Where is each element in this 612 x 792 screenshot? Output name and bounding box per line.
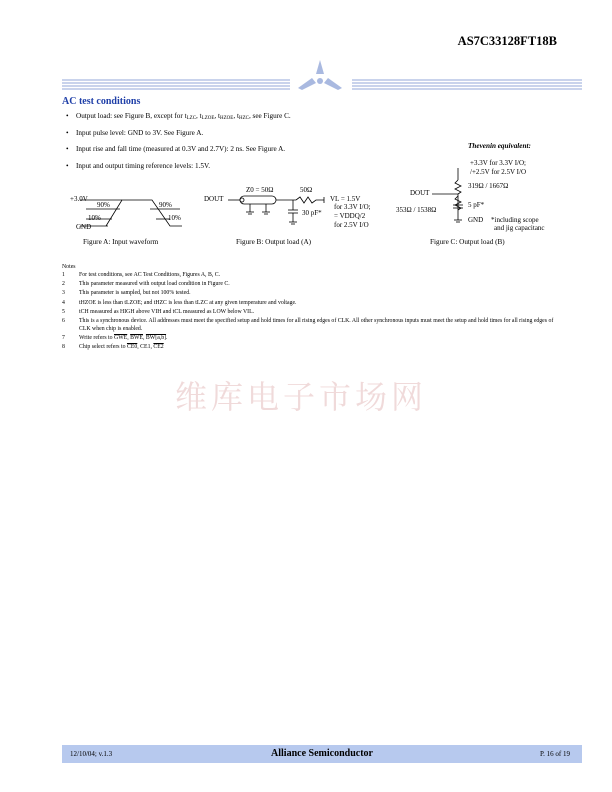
fig-b-r-label: 50Ω — [300, 186, 313, 194]
fig-a-gnd-label: GND — [76, 223, 92, 231]
fig-c-v2: /+2.5V for 2.5V I/O — [470, 168, 526, 176]
note-item: 5 tCH measured as HIGH above VIH and tCL measured as LOW below VIL. — [62, 308, 255, 315]
note-item: 4 tHZOE is less than tLZOE; and tHZC is less than tLZC at any given temperature and voltage. — [62, 299, 297, 306]
figures — [0, 0, 612, 260]
footer-company: Alliance Semiconductor — [271, 748, 373, 759]
note-item: 7 Write refers to $\overline{GWE}$, $\overline{BWE}$, BW[a,b]. — [62, 334, 168, 341]
fig-c-note1: *including scope — [491, 216, 539, 224]
figure-c-circuit — [432, 168, 463, 222]
fig-c-r-top: 319Ω / 1667Ω — [468, 182, 509, 190]
note-item: 8 Chip select refers to CE0, CE1, CE2 — [62, 343, 164, 350]
figure-c-caption: Figure C: Output load (B) — [430, 238, 505, 246]
note-item: 1 For test conditions, see AC Test Conditions, Figures A, B, C. — [62, 272, 221, 278]
fig-b-vl1: VL = 1.5V — [330, 195, 361, 203]
fig-c-dout: DOUT — [410, 189, 430, 197]
fig-a-10-right: 10% — [168, 214, 181, 222]
list-item: • Input and output timing reference levels: 1.5V. — [62, 160, 492, 177]
footer-date: 12/10/04; v.1.3 — [70, 750, 113, 758]
fig-c-gnd: GND — [468, 216, 484, 224]
fig-b-vl4: for 2.5V I/O — [334, 221, 369, 229]
fig-a-90-right: 90% — [159, 201, 172, 209]
watermark: 维库电子市场网 — [175, 378, 428, 416]
list-item: • Output load: see Figure B, except for $t_{LZC}$, $t_{LZOE}$, $t_{HZOE}$, $t_{HZC}$, see Figure C. — [62, 110, 492, 127]
list-item: • Input pulse level: GND to 3V. See Figure A. — [62, 127, 492, 144]
fig-b-vl3: = VDDQ/2 — [334, 212, 366, 220]
part-number: AS7C33128FT18B — [457, 34, 557, 48]
figure-b-caption: Figure B: Output load (A) — [236, 238, 312, 246]
footer-page: P. 16 of 19 — [540, 750, 570, 758]
fig-c-v1: +3.3V for 3.3V I/O; — [470, 159, 526, 167]
note-item: 3 This parameter is sampled, but not 100% tested. — [62, 290, 191, 297]
fig-a-10-left: 10% — [88, 214, 101, 222]
thevenin-title: Thevenin equivalent: — [468, 142, 531, 150]
note-item: 6 This is a synchronous device. All addresses must meet the specified setup and hold times for all rising edges of CLK. All other synchronous inputs must meet the setup and hold times for all rising edges of CLK when chip is enabled. — [62, 317, 554, 332]
fig-c-cap: 5 pF* — [468, 201, 485, 209]
fig-c-r-bot: 353Ω / 1538Ω — [396, 206, 437, 214]
fig-b-cap-label: 30 pF* — [302, 209, 322, 217]
fig-a-90-left: 90% — [97, 201, 110, 209]
notes-heading: Notes — [62, 264, 76, 270]
page-footer — [62, 745, 582, 763]
fig-b-z0-label: Z0 = 50Ω — [246, 186, 274, 194]
list-item: • Input rise and fall time (measured at 0.3V and 2.7V): 2 ns. See Figure A. — [62, 143, 492, 160]
fig-b-vl2: for 3.3V I/O; — [334, 203, 371, 211]
notes-section — [62, 264, 562, 353]
fig-c-note2: and jig capacitanc — [494, 224, 545, 232]
fig-a-vhigh-label: +3.0V — [70, 195, 88, 203]
note-item: 2 This parameter measured with output load condition in Figure C. — [62, 281, 230, 288]
section-title: AC test conditions — [62, 96, 141, 107]
figure-a-caption: Figure A: Input waveform — [83, 238, 159, 246]
fig-b-dout-label: DOUT — [204, 195, 224, 203]
